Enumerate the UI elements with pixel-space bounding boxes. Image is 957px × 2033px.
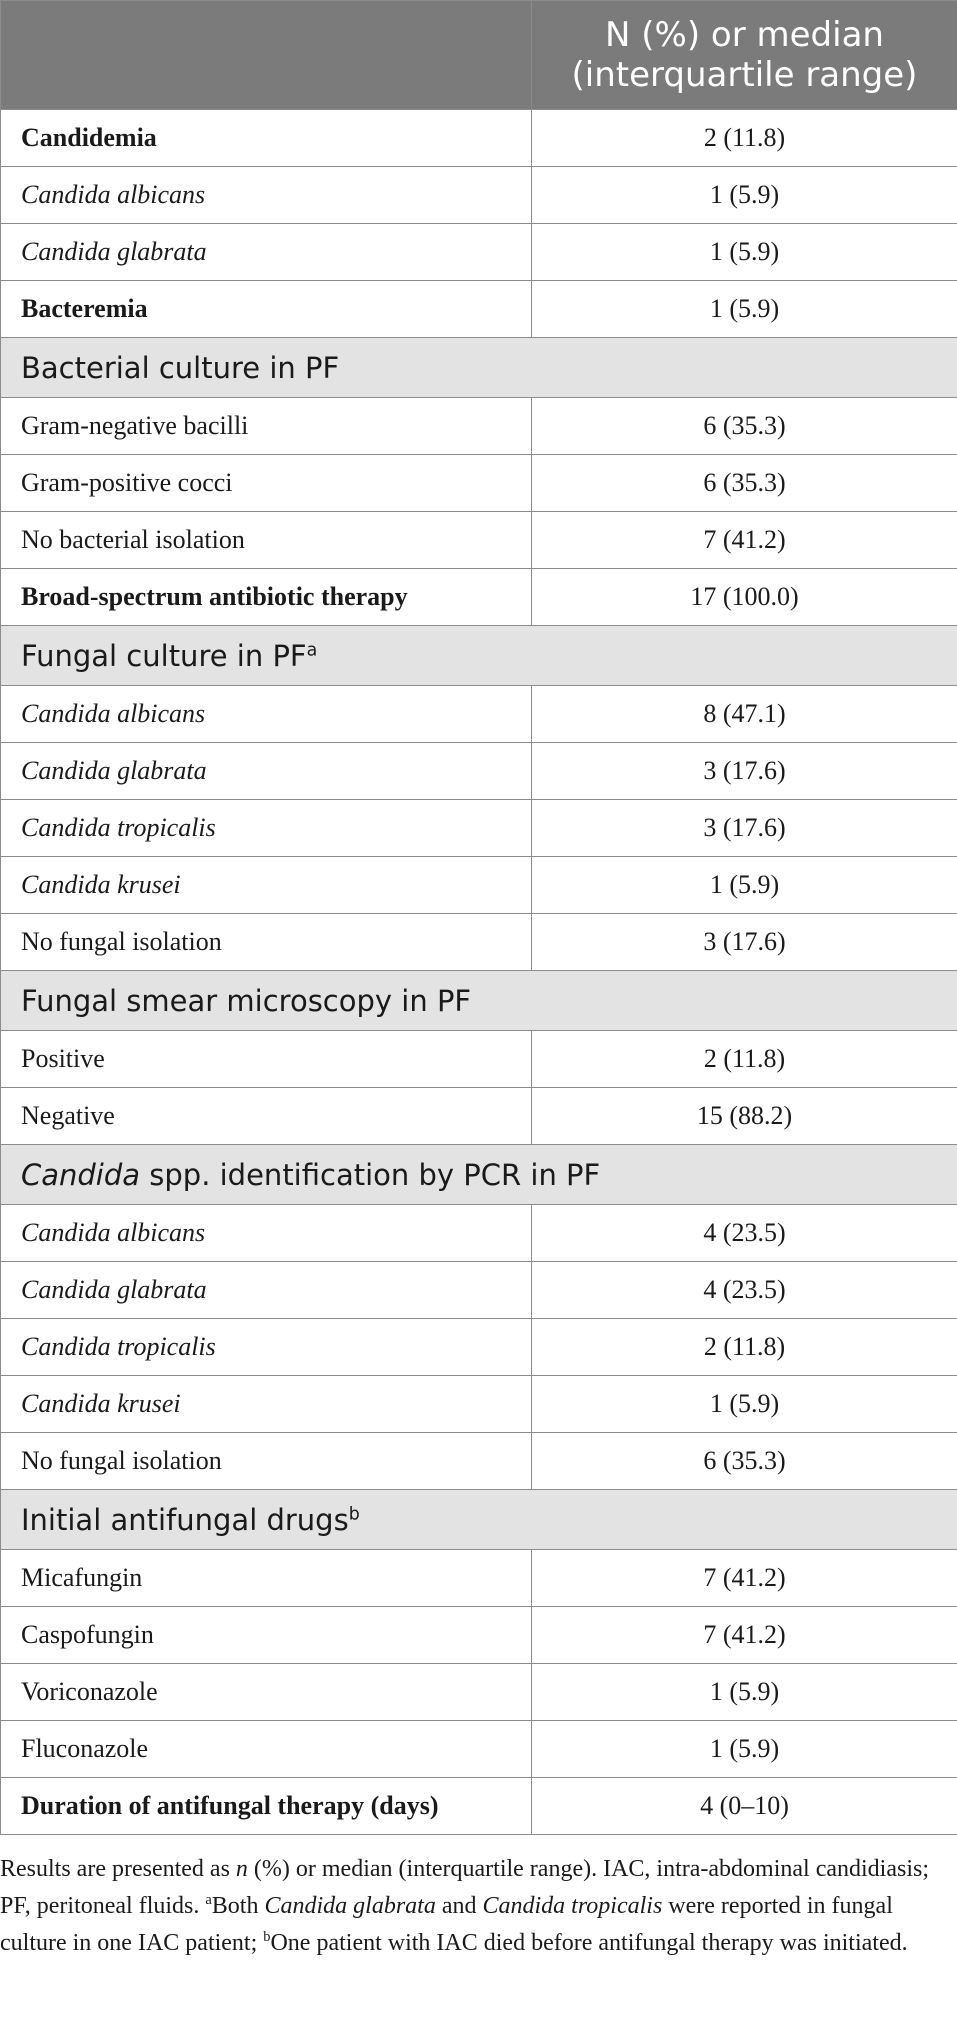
table-row [1,569,957,626]
table-row [1,1319,957,1376]
row-label: Candida glabrata [1,1262,532,1319]
row-label: Candidemia [1,110,532,167]
section-label: spp. identification by PCR in PF [140,1157,601,1192]
section-heading [1,1145,957,1205]
table-row [1,455,957,512]
section-heading [1,971,957,1031]
table-row [1,1664,957,1721]
table-row [1,224,957,281]
section-heading [1,338,957,398]
row-label: Broad-spectrum antibiotic therapy [1,569,532,626]
row-value: 1 (5.9) [532,857,957,914]
row-label: Candida tropicalis [1,1319,532,1376]
row-value: 7 (41.2) [532,1607,957,1664]
row-label: Micafungin [1,1550,532,1607]
section-row [1,971,957,1031]
table-row [1,1088,957,1145]
footnote-text: and [435,1893,483,1919]
section-row [1,338,957,398]
row-value: 8 (47.1) [532,686,957,743]
row-label: No bacterial isolation [1,512,532,569]
table-row [1,167,957,224]
table-row [1,1778,957,1835]
section-row [1,1490,957,1550]
row-label: Positive [1,1031,532,1088]
row-label: Candida glabrata [1,743,532,800]
table-row [1,1205,957,1262]
footnote-text: Both [211,1893,265,1919]
row-label: Gram-negative bacilli [1,398,532,455]
row-label: Caspofungin [1,1607,532,1664]
footnote-marker: b [263,1929,271,1945]
footnote-text: Results are presented as [0,1856,236,1882]
row-value: 7 (41.2) [532,1550,957,1607]
table-row [1,1031,957,1088]
table-row [1,110,957,167]
row-value: 2 (11.8) [532,1319,957,1376]
row-value: 1 (5.9) [532,167,957,224]
table-row [1,1721,957,1778]
table-row [1,1376,957,1433]
header-row [1,1,957,110]
row-label: Candida glabrata [1,224,532,281]
table-row [1,857,957,914]
row-label: Candida krusei [1,857,532,914]
table-row [1,281,957,338]
footnote-marker: a [306,639,318,660]
table-row [1,743,957,800]
table-row [1,800,957,857]
row-value: 4 (0–10) [532,1778,957,1835]
row-value: 3 (17.6) [532,743,957,800]
row-value: 1 (5.9) [532,224,957,281]
row-label: Negative [1,1088,532,1145]
section-label: Initial antifungal drugs [21,1502,349,1537]
row-value: 6 (35.3) [532,455,957,512]
table-row [1,1607,957,1664]
row-value: 4 (23.5) [532,1205,957,1262]
table-row [1,512,957,569]
footnote-italic: Candida glabrata [264,1893,436,1919]
row-value: 3 (17.6) [532,914,957,971]
row-value: 6 (35.3) [532,1433,957,1490]
row-label: Fluconazole [1,1721,532,1778]
row-value: 1 (5.9) [532,281,957,338]
row-value: 6 (35.3) [532,398,957,455]
section-heading [1,626,957,686]
table-row [1,914,957,971]
section-label: Fungal culture in PF [21,638,307,673]
footnote-marker: a [205,1892,212,1908]
row-label: Voriconazole [1,1664,532,1721]
footnote-text: (%) or median (interquartile range). IAC, intra-abdominal candidiasis; PF, peritoneal fluids. [0,1856,930,1919]
row-value: 1 (5.9) [532,1376,957,1433]
section-row [1,626,957,686]
section-heading [1,1490,957,1550]
row-value: 2 (11.8) [532,110,957,167]
row-value: 1 (5.9) [532,1664,957,1721]
header-col2: N (%) or median (interquartile range) [532,1,957,110]
row-label: Candida tropicalis [1,800,532,857]
row-value: 2 (11.8) [532,1031,957,1088]
footnote-italic: Candida tropicalis [482,1893,663,1919]
row-value: 7 (41.2) [532,512,957,569]
row-value: 15 (88.2) [532,1088,957,1145]
footnote-italic: n [235,1856,248,1882]
table-row [1,686,957,743]
row-label: Candida albicans [1,1205,532,1262]
row-label: No fungal isolation [1,1433,532,1490]
table-row [1,1262,957,1319]
row-label: Bacteremia [1,281,532,338]
section-label: Bacterial culture in PF [21,350,340,385]
row-value: 17 (100.0) [532,569,957,626]
row-label: Candida albicans [1,686,532,743]
row-label: Duration of antifungal therapy (days) [1,1778,532,1835]
row-label: Gram-positive cocci [1,455,532,512]
row-label: No fungal isolation [1,914,532,971]
table-row [1,1550,957,1607]
section-row [1,1145,957,1205]
table-footnote [0,1835,957,1962]
row-value: 3 (17.6) [532,800,957,857]
footnote-marker: b [348,1503,360,1524]
table-row [1,398,957,455]
row-label: Candida albicans [1,167,532,224]
section-label-italic: Candida [21,1157,141,1192]
section-label: Fungal smear microscopy in PF [21,983,472,1018]
row-value: 4 (23.5) [532,1262,957,1319]
table-row [1,1433,957,1490]
row-value: 1 (5.9) [532,1721,957,1778]
footnote-text: were reported in fungal culture in one IAC patient; [0,1893,893,1956]
header-blank-cell [1,1,532,110]
row-label: Candida krusei [1,1376,532,1433]
footnote-text: One patient with IAC died before antifungal therapy was initiated. [270,1930,908,1956]
